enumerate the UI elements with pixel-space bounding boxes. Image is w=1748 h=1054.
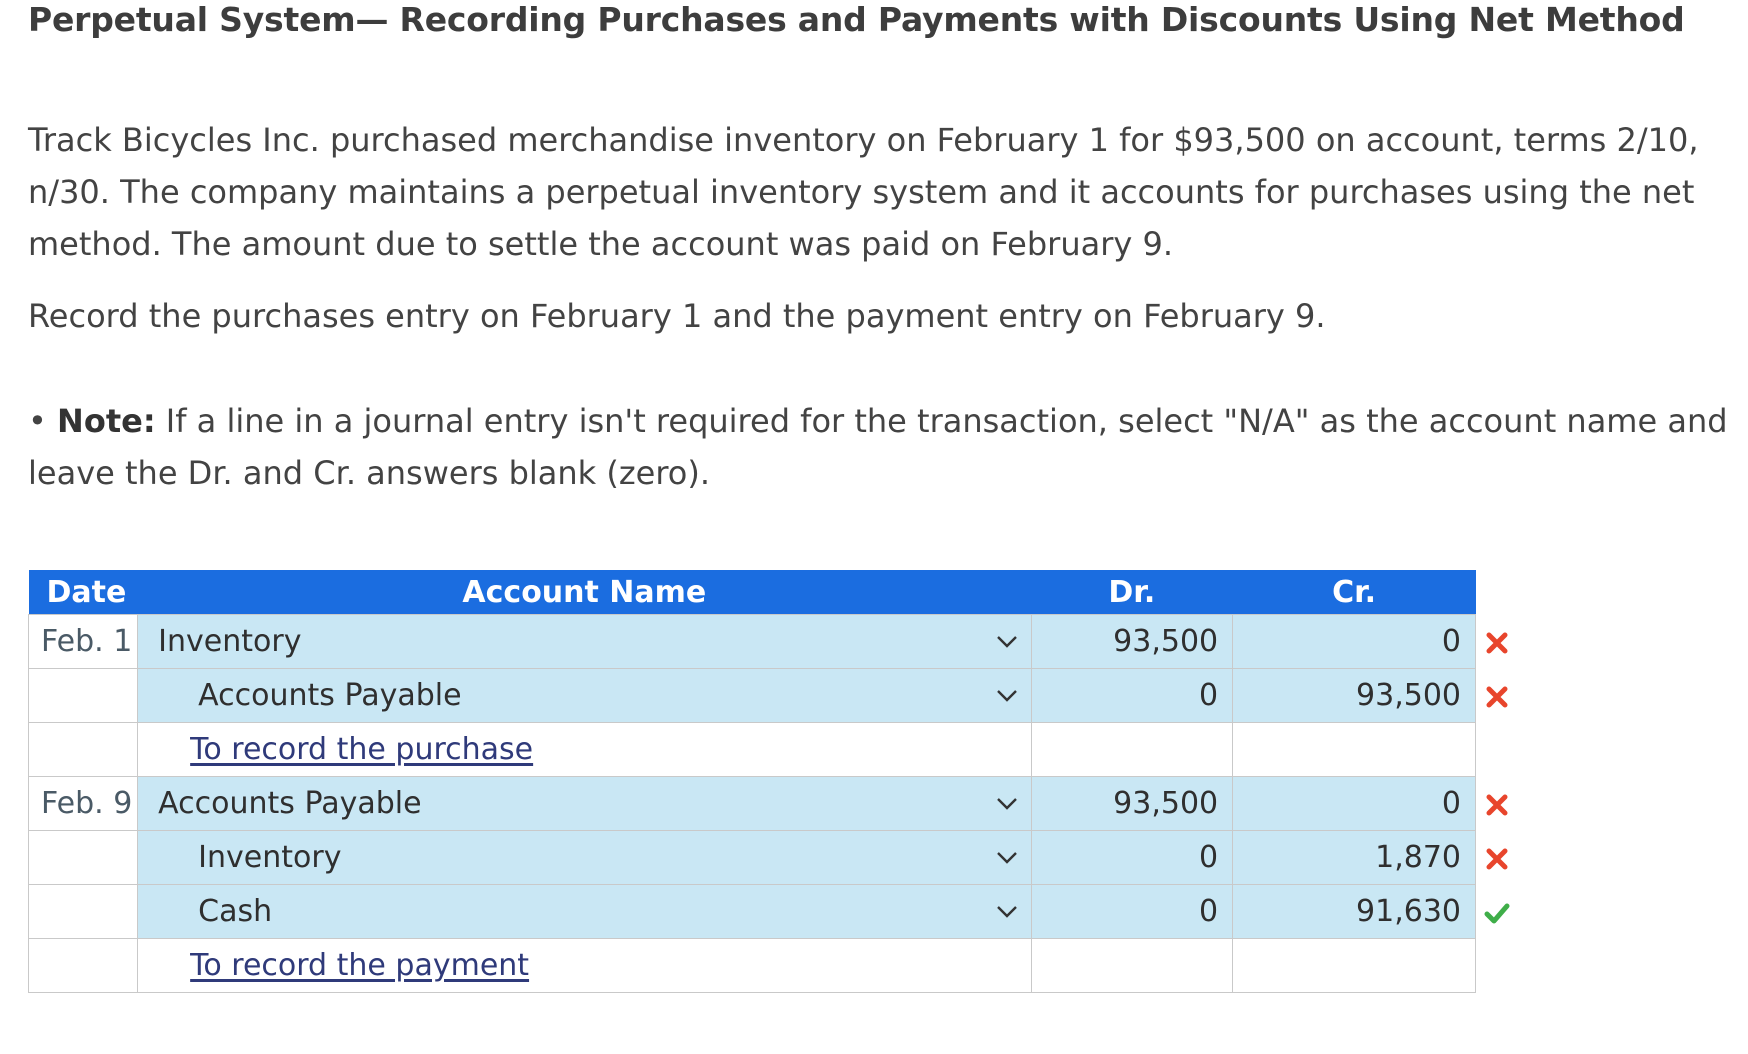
credit-input-value: 1,870 [1375,840,1461,875]
debit-input[interactable]: 93,500 [1031,777,1233,831]
table-header-row [29,570,1476,615]
table-row [29,777,1476,831]
header-credit: Cr. [1233,570,1476,615]
date-cell [29,939,138,993]
chevron-down-icon[interactable] [993,629,1021,655]
memo-cell [138,723,1031,777]
date-cell: Feb. 1 [29,615,138,669]
chevron-down-icon[interactable] [993,899,1021,925]
credit-blank [1233,939,1476,993]
table-row [29,615,1476,669]
account-select[interactable] [138,669,1031,723]
account-select-value: Accounts Payable [198,678,462,713]
account-select[interactable] [138,885,1031,939]
note-text [28,395,1738,499]
memo-link[interactable]: To record the payment [190,948,530,983]
header-date: Date [29,570,138,615]
instruction-text: Record the purchases entry on February 1 and the payment entry on February 9. [28,297,1326,335]
account-select[interactable] [138,615,1031,669]
note-body: If a line in a journal entry isn't required for the transaction, select "N/A" as the account name and leave the Dr. and Cr. answers blank (zero). [28,402,1728,492]
note-label: Note: [57,402,156,440]
x-mark-icon [1483,629,1511,657]
x-mark-icon [1483,845,1511,873]
memo-row [29,939,1476,993]
date-cell [29,831,138,885]
debit-input[interactable]: 0 [1031,669,1233,723]
credit-input[interactable] [1233,615,1476,669]
credit-input-value: 0 [1441,786,1461,821]
bullet: • [28,402,58,440]
check-mark-icon [1483,899,1511,927]
memo-cell [138,939,1031,993]
header-debit: Dr. [1031,570,1233,615]
date-cell [29,669,138,723]
credit-input-value: 0 [1441,624,1461,659]
table-row [29,885,1476,939]
credit-input[interactable] [1233,831,1476,885]
account-select[interactable] [138,777,1031,831]
date-cell [29,885,138,939]
credit-input-value: 93,500 [1356,678,1461,713]
debit-input[interactable]: 0 [1031,831,1233,885]
credit-input-value: 91,630 [1356,894,1461,929]
account-select[interactable] [138,831,1031,885]
credit-input[interactable] [1233,777,1476,831]
debit-blank [1031,939,1233,993]
page-title: Perpetual System— Recording Purchases and Payments with Discounts Using Net Method [28,0,1685,39]
account-select-value: Accounts Payable [158,786,422,821]
debit-input[interactable]: 0 [1031,885,1233,939]
credit-input[interactable] [1233,669,1476,723]
x-mark-icon [1483,683,1511,711]
date-cell: Feb. 9 [29,777,138,831]
journal-entry-table [28,570,1476,993]
x-mark-icon [1483,791,1511,819]
chevron-down-icon[interactable] [993,845,1021,871]
debit-input[interactable]: 93,500 [1031,615,1233,669]
date-cell [29,723,138,777]
account-select-value: Inventory [198,840,342,875]
account-select-value: Inventory [158,624,302,659]
credit-blank [1233,723,1476,777]
problem-text: Track Bicycles Inc. purchased merchandise inventory on February 1 for $93,500 on account, terms 2/10, n/30. The company maintains a perpetual inventory system and it accounts for purchases using the net method. The amount due to settle the account was paid on February 9. [28,121,1699,263]
credit-input[interactable] [1233,885,1476,939]
account-select-value: Cash [198,894,273,929]
chevron-down-icon[interactable] [993,791,1021,817]
debit-blank [1031,723,1233,777]
header-account-name: Account Name [138,570,1031,615]
memo-row [29,723,1476,777]
table-row [29,831,1476,885]
chevron-down-icon[interactable] [993,683,1021,709]
memo-link[interactable]: To record the purchase [190,732,534,767]
table-row [29,669,1476,723]
